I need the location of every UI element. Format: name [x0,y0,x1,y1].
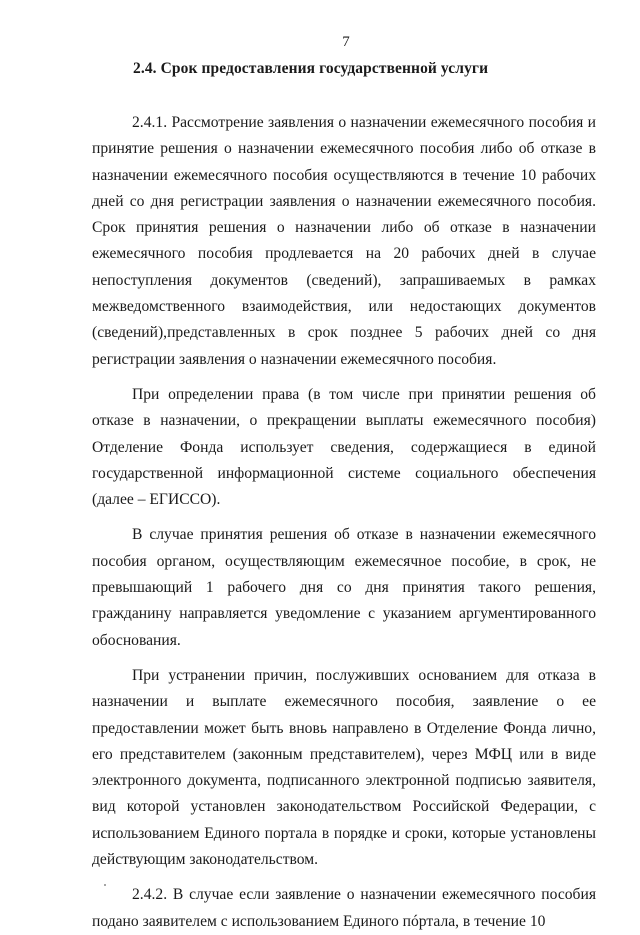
paragraph-reapplication: При устранении причин, послуживших основанием для отказа в назначении и выплате ежемесячного пособия, заявление о ее предоставлении может быть вновь направлено в Отделение Фонда лично, его представителем (законным представителем), через МФЦ или в виде электронного документа, подписанного электронной подписью заявителя, вид которой установлен законодательством Российской Федерации, с использованием Единого портала в порядке и сроки, которые установлены действующим законодательством. [92,666,596,869]
paragraph-2-4-2: 2.4.2. В случае если заявление о назначении ежемесячного пособия подано заявителем с использованием Единого пóртала, в течение 10 [92,886,596,930]
section-heading: 2.4. Срок предоставления государственной услуги [133,60,489,77]
page-number: 7 [342,34,350,50]
document-body [92,110,596,935]
paragraph-2-4-1: 2.4.1. Рассмотрение заявления о назначении ежемесячного пособия и принятие решения о назначении ежемесячного пособия либо об отказе в назначении ежемесячного пособия осуществляются в течение 10 рабочих дней со дня регистрации заявления о назначении ежемесячного пособия. Срок принятия решения о назначении либо об отказе в назначении ежемесячного пособия продлевается на 20 рабочих дней в случае непоступления документов (сведений), запрашиваемых в рамках межведомственного взаимодействия, или недостающих документов (сведений),представленных в срок позднее 5 рабочих дней со дня регистрации заявления о назначении ежемесячного пособия. [92,114,596,368]
paragraph-egisso: При определении права (в том числе при принятии решения об отказе в назначении, о прекращении выплаты ежемесячного пособия) Отделение Фонда использует сведения, содержащиеся в единой государственной информационной системе социального обеспечения (далее – ЕГИССО). [92,385,596,509]
paragraph-refusal-notice: В случае принятия решения об отказе в назначении ежемесячного пособия органом, осуществляющим ежемесячное пособие, в срок, не превышающий 1 рабочего дня со дня принятия такого решения, гражданину направляется уведомление с указанием аргументированного обоснования. [92,526,596,649]
scan-speck [104,884,106,886]
